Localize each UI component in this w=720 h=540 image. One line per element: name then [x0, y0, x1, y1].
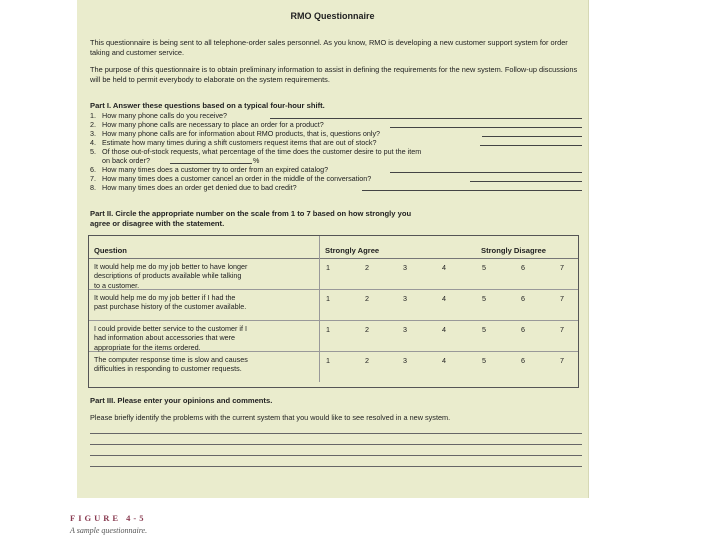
answer-line[interactable]: [390, 127, 582, 128]
rating-table: [88, 235, 579, 388]
column-header-strongly-disagree: Strongly Disagree: [481, 246, 546, 255]
column-divider: [319, 320, 320, 351]
question-text: How many times does a customer cancel an order in the middle of the conversation?: [102, 174, 372, 183]
question-number: 1.: [90, 111, 96, 120]
question-number: 2.: [90, 120, 96, 129]
answer-line[interactable]: [390, 172, 582, 173]
question-item: [90, 147, 582, 156]
rating-table-header: [89, 236, 578, 259]
column-header-question: Question: [94, 246, 127, 255]
scale-option-1[interactable]: 1: [326, 325, 330, 334]
table-row: [89, 351, 578, 382]
question-item: [90, 111, 582, 120]
statement: [94, 293, 314, 312]
scale-option-4[interactable]: 4: [442, 325, 446, 334]
part3-prompt: Please briefly identify the problems with the current system that you would like to see resolved in a new system.: [90, 413, 451, 422]
answer-line[interactable]: [482, 136, 582, 137]
column-header-strongly-agree: Strongly Agree: [325, 246, 380, 255]
question-item: [90, 183, 582, 192]
scale-option-5[interactable]: 5: [482, 263, 486, 272]
figure-caption: FIGURE 4-5: [70, 513, 147, 523]
scale-option-1[interactable]: 1: [326, 356, 330, 365]
scale-option-4[interactable]: 4: [442, 356, 446, 365]
scale-option-5[interactable]: 5: [482, 294, 486, 303]
question-item: [90, 120, 582, 129]
scale-option-1[interactable]: 1: [326, 294, 330, 303]
scale-option-3[interactable]: 3: [403, 263, 407, 272]
statement-line: had information about accessories that were: [94, 333, 236, 343]
question-text: Estimate how many times during a shift customers request items that are out of stock?: [102, 138, 377, 147]
table-row: [89, 289, 578, 321]
scale-option-1[interactable]: 1: [326, 263, 330, 272]
answer-line[interactable]: [470, 181, 582, 182]
table-row: [89, 320, 578, 352]
scale-option-5[interactable]: 5: [482, 325, 486, 334]
scale-option-3[interactable]: 3: [403, 325, 407, 334]
comment-line[interactable]: [90, 433, 582, 434]
statement-line: past purchase history of the customer available.: [94, 302, 247, 312]
comment-line[interactable]: [90, 466, 582, 467]
scale-option-7[interactable]: 7: [560, 325, 564, 334]
page-title: RMO Questionnaire: [290, 11, 375, 21]
statement-line: difficulties in responding to customer requests.: [94, 364, 242, 374]
column-divider: [319, 351, 320, 382]
scale-option-7[interactable]: 7: [560, 294, 564, 303]
question-text: How many phone calls are necessary to place an order for a product?: [102, 120, 324, 129]
scale-option-3[interactable]: 3: [403, 356, 407, 365]
question-number: 3.: [90, 129, 96, 138]
scale-option-2[interactable]: 2: [365, 294, 369, 303]
answer-line[interactable]: [170, 163, 252, 164]
scale-option-7[interactable]: 7: [560, 356, 564, 365]
scale-option-6[interactable]: 6: [521, 356, 525, 365]
scale-option-3[interactable]: 3: [403, 294, 407, 303]
part3-heading: Part III. Please enter your opinions and comments.: [90, 396, 273, 405]
question-number: 7.: [90, 174, 96, 183]
comment-line[interactable]: [90, 455, 582, 456]
questionnaire-sheet: [77, 0, 589, 498]
answer-line[interactable]: [270, 118, 582, 119]
scale-option-6[interactable]: 6: [521, 294, 525, 303]
scale-option-4[interactable]: 4: [442, 294, 446, 303]
table-row: [89, 258, 578, 290]
question-item: [90, 174, 582, 183]
part2-heading-line-1: Part II. Circle the appropriate number on the scale from 1 to 7 based on how strongly you: [90, 209, 412, 218]
question-number: 5.: [90, 147, 96, 156]
answer-line[interactable]: [480, 145, 582, 146]
scale-option-2[interactable]: 2: [365, 325, 369, 334]
column-divider: [319, 258, 320, 289]
answer-line[interactable]: [362, 190, 582, 191]
statement-line: It would help me do my job better if I had the: [94, 293, 236, 302]
statement-line: appropriate for the items ordered.: [94, 342, 201, 352]
statement-line: to a customer.: [94, 280, 140, 290]
scale-option-4[interactable]: 4: [442, 263, 446, 272]
question-item: [90, 138, 582, 147]
comment-line[interactable]: [90, 444, 582, 445]
statement-line: I could provide better service to the customer if I: [94, 324, 248, 333]
statement-line: The computer response time is slow and causes: [94, 355, 248, 364]
question-item: [90, 165, 582, 174]
question-number: 4.: [90, 138, 96, 147]
question-text: How many phone calls do you receive?: [102, 111, 228, 120]
scale-option-6[interactable]: 6: [521, 263, 525, 272]
question-number: 8.: [90, 183, 96, 192]
scale-option-6[interactable]: 6: [521, 325, 525, 334]
part1-heading: Part I. Answer these questions based on a typical four-hour shift.: [90, 101, 325, 110]
scale-option-2[interactable]: 2: [365, 356, 369, 365]
question-item: [90, 129, 582, 138]
column-divider: [319, 236, 320, 258]
scale-option-5[interactable]: 5: [482, 356, 486, 365]
question-text: on back order?: [102, 156, 150, 165]
question-text: How many phone calls are for information about RMO products, that is, questions only?: [102, 129, 381, 138]
question-text: How many times does a customer try to order from an expired catalog?: [102, 165, 329, 174]
statement-line: descriptions of products available while talking: [94, 271, 242, 281]
question-item: [90, 156, 582, 165]
intro-paragraph-2: The purpose of this questionnaire is to obtain preliminary information to assist in defining the requirements for the new system. Follow-up discussions will be held to permit everybody to elaborate on the system requirements.: [90, 65, 578, 84]
part2-heading-line-2: agree or disagree with the statement.: [90, 219, 225, 228]
part2-heading: [90, 209, 580, 229]
question-text: Of those out-of-stock requests, what percentage of the time does the customer desire to put the item: [102, 147, 422, 156]
statement-line: It would help me do my job better to have longer: [94, 262, 248, 271]
statement: [94, 355, 314, 374]
scale-option-7[interactable]: 7: [560, 263, 564, 272]
percent-sign: %: [253, 156, 260, 165]
intro-paragraph-1: This questionnaire is being sent to all telephone-order sales personnel. As you know, RMO is developing a new customer support system for order taking and customer service.: [90, 38, 568, 57]
scale-option-2[interactable]: 2: [365, 263, 369, 272]
column-divider: [319, 289, 320, 320]
question-text: How many times does an order get denied due to bad credit?: [102, 183, 297, 192]
figure-subtitle: A sample questionnaire.: [70, 526, 148, 535]
statement: [94, 324, 314, 352]
statement: [94, 262, 314, 290]
question-number: 6.: [90, 165, 96, 174]
